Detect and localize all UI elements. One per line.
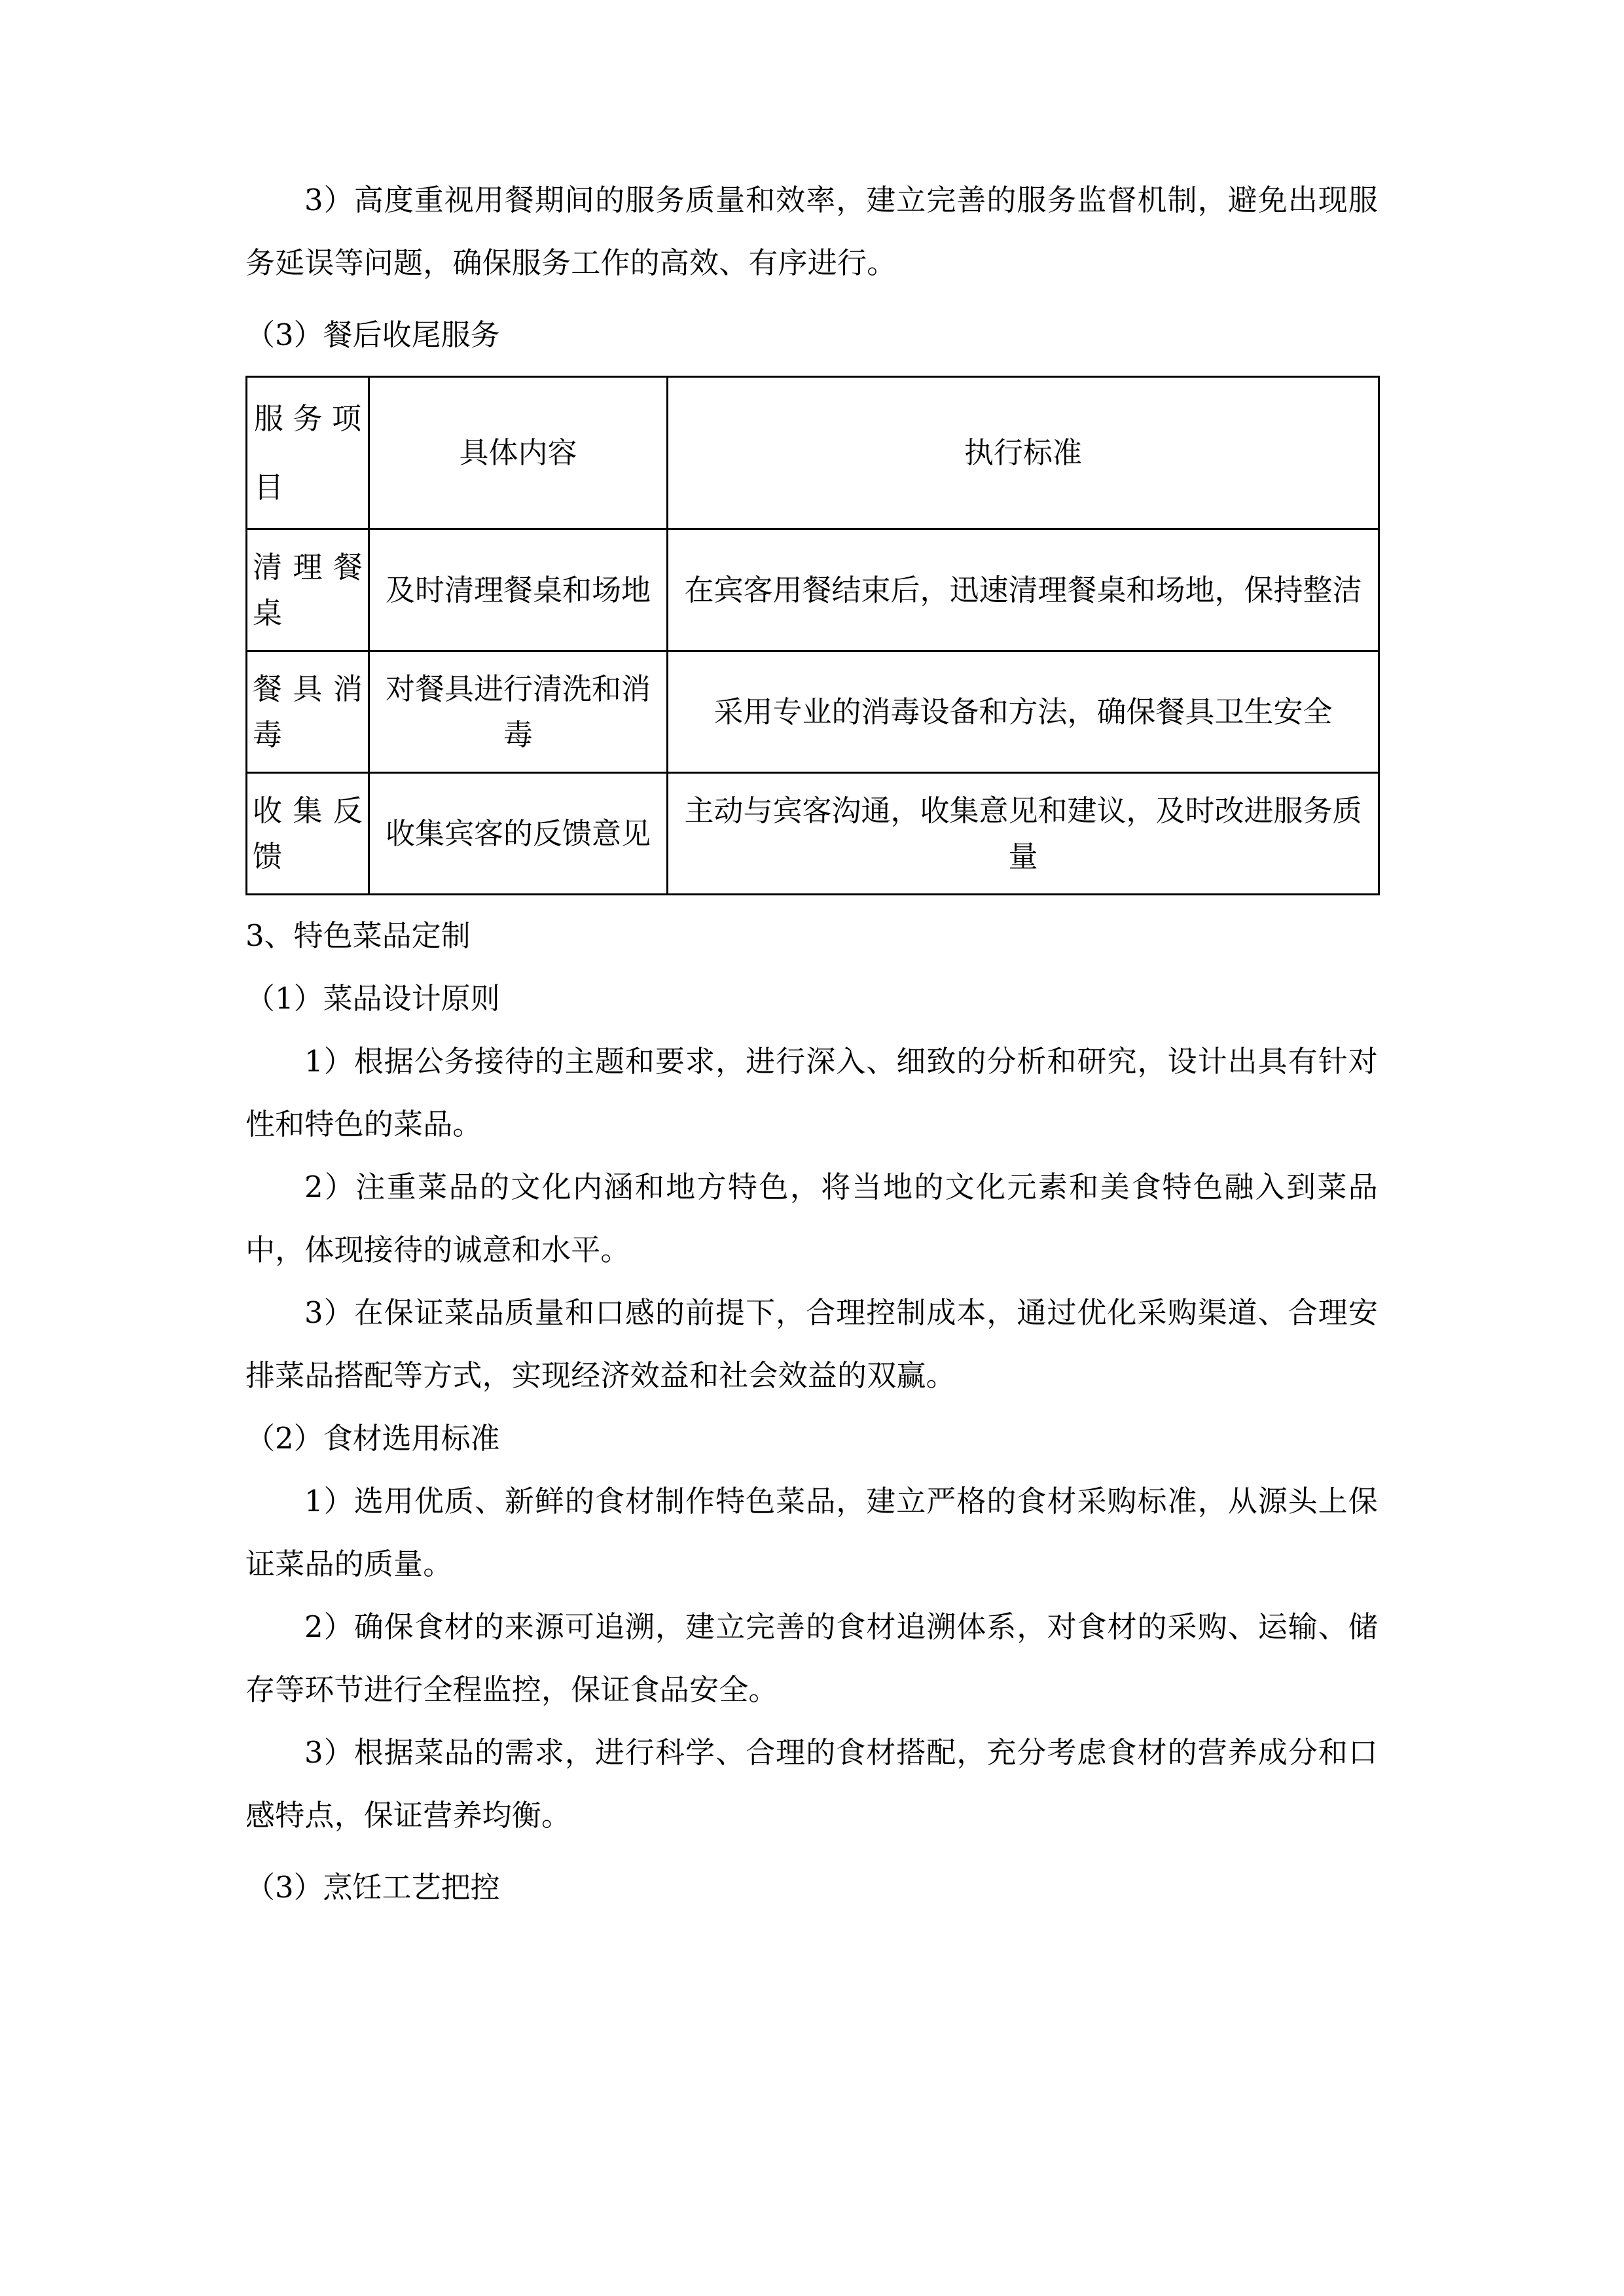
cell-item: 收集反馈 [247, 773, 369, 895]
table-header [247, 377, 1379, 529]
heading-cooking-control: （3）烹饪工艺把控 [245, 1870, 500, 1905]
paragraph-ingredient-1: 1）选用优质、新鲜的食材制作特色菜品，建立严格的食材采购标准，从源头上保证菜品的质量。 [245, 1484, 1378, 1581]
heading-dish-design-principles: （1）菜品设计原则 [245, 981, 500, 1016]
paragraph-ingredient-2: 2）确保食材的来源可追溯，建立完善的食材追溯体系，对食材的采购、运输、储存等环节进行全程监控，保证食品安全。 [245, 1609, 1378, 1707]
cell-detail: 对餐具进行清洗和消毒 [369, 651, 668, 773]
paragraph-design-2: 2）注重菜品的文化内涵和地方特色，将当地的文化元素和美食特色融入到菜品中，体现接待的诚意和水平。 [245, 1170, 1378, 1267]
paragraph-service-quality: 3）高度重视用餐期间的服务质量和效率，建立完善的服务监督机制，避免出现服务延误等问题，确保服务工作的高效、有序进行。 [245, 183, 1378, 280]
cell-item: 餐具消毒 [247, 651, 369, 773]
table-body [247, 529, 1379, 895]
paragraph-design-3: 3）在保证菜品质量和口感的前提下，合理控制成本，通过优化采购渠道、合理安排菜品搭配等方式，实现经济效益和社会效益的双赢。 [245, 1295, 1378, 1393]
column-header-item: 服务项目 [247, 377, 369, 529]
table-row [247, 773, 1379, 895]
table-row [247, 651, 1379, 773]
spacer [245, 1847, 1378, 1856]
cell-item: 清理餐桌 [247, 529, 369, 651]
column-header-detail: 具体内容 [369, 377, 668, 529]
cell-standard: 采用专业的消毒设备和方法，确保餐具卫生安全 [668, 651, 1379, 773]
heading-after-meal-service: （3）餐后收尾服务 [245, 317, 500, 352]
heading-ingredient-standard: （2）食材选用标准 [245, 1421, 500, 1456]
spacer [245, 367, 1378, 376]
cell-standard: 在宾客用餐结束后，迅速清理餐桌和场地，保持整洁 [668, 529, 1379, 651]
document-content [245, 169, 1378, 1919]
cell-detail: 收集宾客的反馈意见 [369, 773, 668, 895]
table-header-row [247, 377, 1379, 529]
column-header-standard: 执行标准 [668, 377, 1379, 529]
cell-detail: 及时清理餐桌和场地 [369, 529, 668, 651]
table-row [247, 529, 1379, 651]
cell-standard: 主动与宾客沟通，收集意见和建议，及时改进服务质量 [668, 773, 1379, 895]
spacer [245, 895, 1378, 905]
paragraph-ingredient-3: 3）根据菜品的需求，进行科学、合理的食材搭配，充分考虑食材的营养成分和口感特点，保证营养均衡。 [245, 1735, 1378, 1833]
paragraph-design-1: 1）根据公务接待的主题和要求，进行深入、细致的分析和研究，设计出具有针对性和特色的菜品。 [245, 1044, 1378, 1141]
heading-signature-dishes: 3、特色菜品定制 [245, 918, 471, 953]
spacer [245, 295, 1378, 304]
after-meal-service-table [245, 376, 1380, 895]
